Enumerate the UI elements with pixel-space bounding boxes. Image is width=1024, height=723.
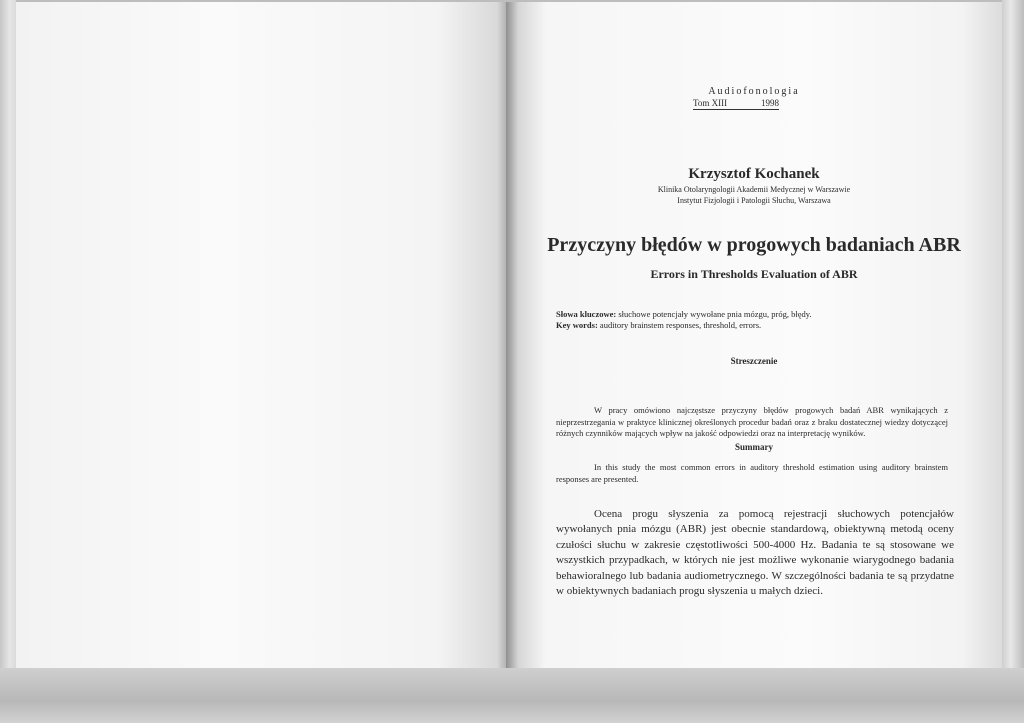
- keywords-polish-text: słuchowe potencjały wywołane pnia mózgu, próg, błędy.: [618, 309, 812, 319]
- left-page-blank: [16, 2, 512, 670]
- volume-year-line: [693, 98, 779, 110]
- keywords-english: [556, 320, 761, 330]
- keywords-english-label: Key words:: [556, 320, 598, 330]
- keywords-polish-label: Słowa kluczowe:: [556, 309, 617, 319]
- volume-label: Tom XIII: [693, 98, 728, 108]
- summary-heading: Summary: [735, 442, 773, 452]
- article-title: Przyczyny błędów w progowych badaniach ABR: [547, 234, 961, 256]
- author-affiliation-1: Klinika Otolaryngologii Akademii Medycznej w Warszawie: [657, 185, 851, 194]
- keywords-english-text: auditory brainstem responses, threshold, errors.: [599, 320, 762, 330]
- author-affiliation-2: Instytut Fizjologii i Patologii Słuchu, Warszawa: [677, 196, 831, 205]
- abstract-text: W pracy omówiono najczęstsze przyczyny błędów progowych badań ABR wynikających z nieprzestrzegania w praktyce klinicznej określonych procedur badań oraz z braku dostatecznej wiedzy dotyczącej różnych czynników mających wpływ na jakość odpowiedzi oraz na interpretację wyników.: [556, 405, 948, 438]
- body-paragraph: Ocena progu słyszenia za pomocą rejestracji słuchowych potencjałów wywołanych pnia mózgu (ABR) jest obecnie standardową, obiektywną metodą oceny czułości słuchu w zakresie częstotliwości 500-4000 Hz. Badania te są stosowane we wszystkich przypadkach, w których nie jest możliwe wykonanie wiarygodnego badania behawioralnego lub badania audiometrycznego. W szczególności badania te są przydatne w obiektywnych badaniach progu słyszenia u małych dzieci.: [556, 508, 954, 598]
- keywords-polish: [556, 309, 812, 319]
- year-label: 1998: [761, 98, 779, 108]
- article-subtitle: Errors in Thresholds Evaluation of ABR: [650, 267, 858, 281]
- summary-text: In this study the most common errors in auditory threshold estimation using auditory brainstem responses are presented.: [556, 462, 948, 484]
- abstract-heading: Streszczenie: [730, 356, 778, 366]
- article-first-page: [506, 0, 1002, 668]
- author-name: Krzysztof Kochanek: [688, 166, 820, 182]
- scanner-bottom-band: [0, 668, 1024, 723]
- right-page-edge: [1002, 0, 1024, 670]
- left-page-edge: [0, 0, 16, 670]
- journal-name: Audiofonologia: [708, 86, 800, 97]
